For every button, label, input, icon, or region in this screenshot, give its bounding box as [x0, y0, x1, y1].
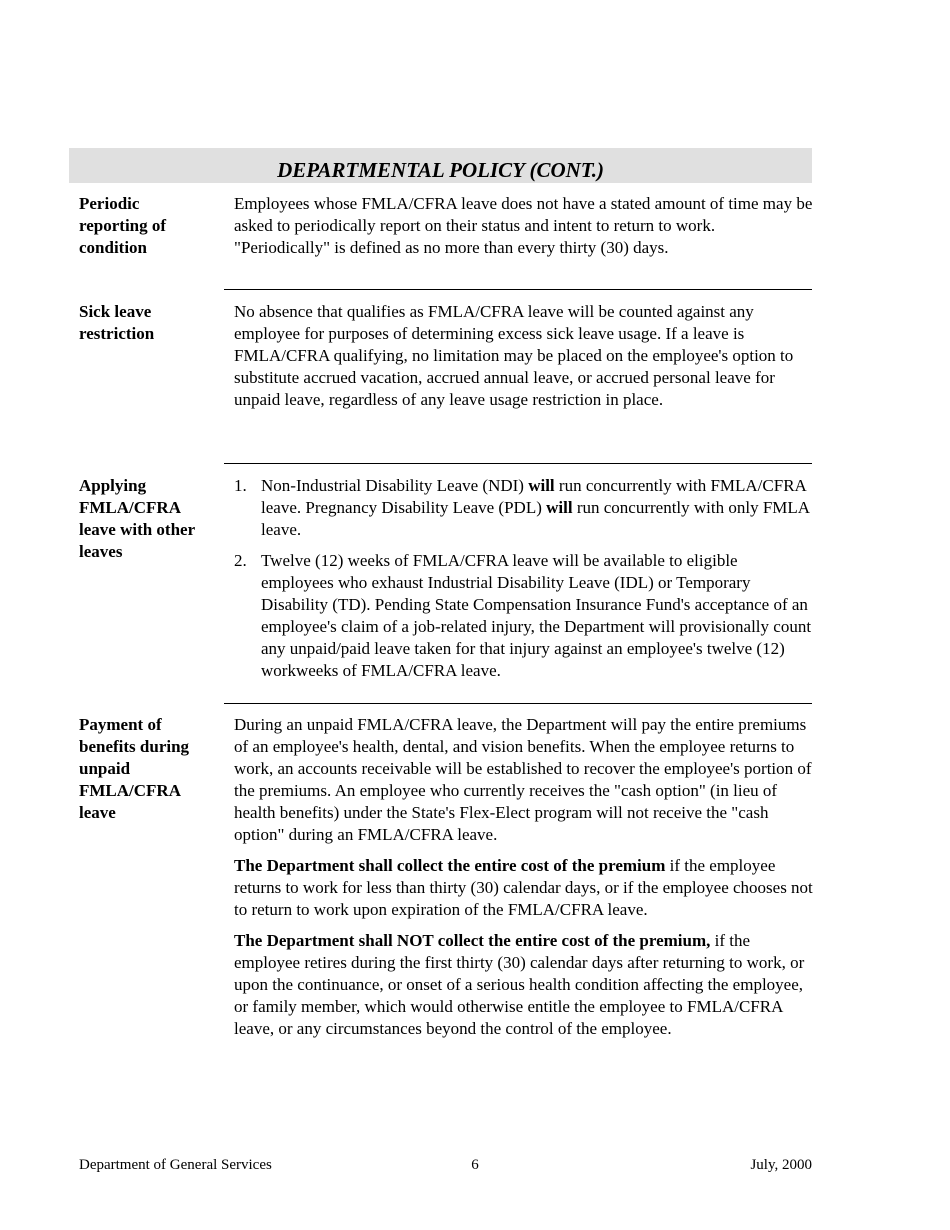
label-line: unpaid [79, 759, 131, 778]
list-text: Non-Industrial Disability Leave (NDI) [261, 476, 529, 495]
payment-text: if the employee retires during the first thirty (30) calendar days after returning to work, or upon the continuance, or onset of a serious health condition affecting the employee, or family member, which would otherwise entitle the employee to FMLA/CFRA leave, or any circumstances beyond the control of the employee. [234, 931, 805, 1038]
list-number: 1. [234, 476, 247, 495]
payment-paragraph [234, 855, 814, 921]
section-label-periodic-reporting [79, 193, 219, 259]
label-line: Sick leave [79, 302, 152, 321]
label-line: reporting of [79, 216, 167, 235]
payment-bold-text: The Department shall collect the entire cost of the premium [234, 856, 666, 875]
payment-text: if the employee returns to work for less than thirty (30) calendar days, or if the employee chooses not to return to work upon expiration of the FMLA/CFRA leave. [234, 856, 813, 919]
payment-paragraph: During an unpaid FMLA/CFRA leave, the Department will pay the entire premiums of an employee's health, dental, and vision benefits. When the employee returns to work, an accounts receivable will be established to recover the employee's portion of the premiums. An employee who currently receives the "cash option" (in lieu of health benefits) under the State's Flex-Elect program will not receive the "cash option" during an FMLA/CFRA leave. [234, 715, 812, 844]
section-label-applying-leave [79, 475, 219, 563]
periodic-reporting-text: Employees whose FMLA/CFRA leave does not have a stated amount of time may be asked to periodically report on their status and intent to return to work. "Periodically" is defined as no more than every thirty (30) days. [234, 194, 813, 257]
section-body-periodic-reporting [234, 193, 814, 259]
section-body-sick-leave [234, 301, 814, 411]
list-text: run concurrently with FMLA/CFRA leave. Pregnancy Disability Leave (PDL) [261, 476, 806, 517]
list-text: Twelve (12) weeks of FMLA/CFRA leave will be available to eligible employees who exhaust Industrial Disability Leave (IDL) or Temporary Disability (TD). Pending State Compensation Insurance Fund's acceptance of an employee's claim of a job-related injury, the Department will provisionally count any unpaid/paid leave taken for that injury against an employee's twelve (12) workweeks of FMLA/CFRA leave. [261, 551, 812, 680]
sick-leave-text: No absence that qualifies as FMLA/CFRA leave will be counted against any employee for purposes of determining excess sick leave usage. If a leave is FMLA/CFRA qualifying, no limitation may be placed on the employee's option to substitute accrued vacation, accrued annual leave, or accrued personal leave for unpaid leave, regardless of any leave usage restriction in place. [234, 302, 794, 409]
label-line: restriction [79, 324, 155, 343]
footer-department: Department of General Services [79, 1157, 272, 1173]
footer-date: July, 2000 [750, 1157, 812, 1173]
label-line: leave [79, 803, 116, 822]
label-line: FMLA/CFRA [79, 781, 181, 800]
section-label-sick-leave [79, 301, 219, 345]
list-text-bold: will [528, 476, 555, 495]
section-divider [224, 703, 812, 704]
list-number: 2. [234, 551, 247, 570]
section-body-payment-of-benefits [234, 714, 814, 1040]
label-line: Applying [79, 476, 147, 495]
list-item [234, 475, 814, 541]
label-line: Payment of [79, 715, 162, 734]
list-item [234, 550, 814, 682]
label-line: Periodic [79, 194, 140, 213]
payment-paragraph [234, 930, 814, 1040]
page-title: DEPARTMENTAL POLICY (CONT.) [277, 158, 604, 182]
label-line: condition [79, 238, 148, 257]
section-body-applying-leave [234, 475, 814, 682]
payment-bold-text: The Department shall NOT collect the entire cost of the premium, [234, 931, 711, 950]
label-line: FMLA/CFRA [79, 498, 181, 517]
label-line: leaves [79, 542, 123, 561]
list-text: run concurrently with only FMLA leave. [261, 498, 810, 539]
section-divider [224, 463, 812, 464]
section-label-payment-of-benefits [79, 714, 219, 824]
label-line: leave with other [79, 520, 196, 539]
section-divider [224, 289, 812, 290]
label-line: benefits during [79, 737, 190, 756]
footer-page-number: 6 [471, 1157, 479, 1173]
list-text-bold: will [546, 498, 573, 517]
